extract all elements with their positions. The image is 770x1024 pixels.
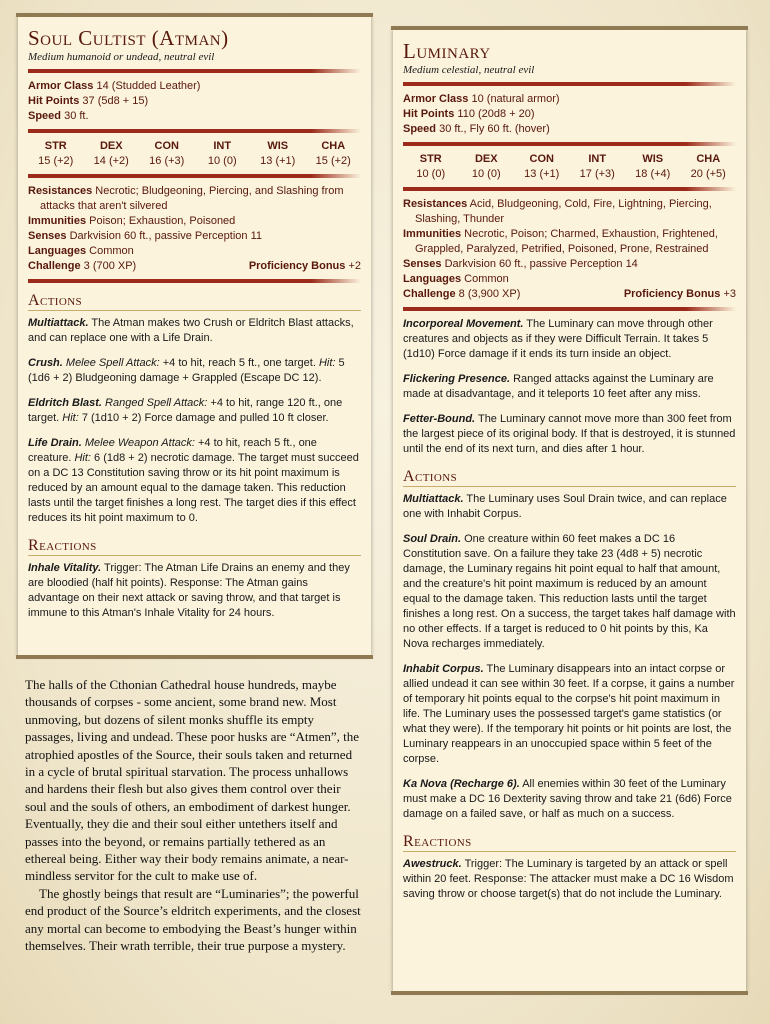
luminary-stat-block: [393, 29, 746, 992]
ability-int: INT 17 (+3): [579, 153, 615, 180]
divider: [28, 69, 361, 73]
ability-dex: DEX 10 (0): [471, 153, 501, 180]
lore-paragraph: The ghostly beings that result are “Luminaries”; the powerful end product of the Source’s eldritch experiments, and the closest any mortal can become to embodying the Beast’s hunger within themselves. Their wrath terrible, their true purpose a mystery.: [25, 885, 361, 954]
luminary-immunities: Immunities Necrotic, Poison; Charmed, Exhaustion, Frightened, Grappled, Paralyzed, Petrified, Poisoned, Prone, Restrained: [403, 228, 718, 255]
ability-dex: DEX 14 (+2): [93, 140, 129, 167]
atman-immunities: Immunities Poison; Exhaustion, Poisoned: [28, 215, 236, 227]
luminary-hit-points: Hit Points 110 (20d8 + 20): [403, 108, 535, 120]
luminary-resistances: Resistances Acid, Bludgeoning, Cold, Fire, Lightning, Piercing, Slashing, Thunder: [403, 198, 712, 225]
divider: [403, 142, 736, 146]
luminary-action-multiattack: Multiattack. The Luminary uses Soul Drain twice, and can replace one with Inhabit Corpus.: [403, 493, 727, 520]
luminary-name: Luminary: [403, 39, 491, 63]
luminary-senses: Senses Darkvision 60 ft., passive Perception 14: [403, 258, 638, 270]
atman-challenge: Challenge 3 (700 XP) Proficiency Bonus +2: [28, 260, 361, 272]
ability-con: CON 16 (+3): [149, 140, 185, 167]
luminary-speed: Speed 30 ft., Fly 60 ft. (hover): [403, 123, 550, 135]
ability-wis: WIS 13 (+1): [260, 140, 296, 167]
ability-cha: CHA 15 (+2): [315, 140, 351, 167]
divider: [403, 187, 736, 191]
divider: [28, 174, 361, 178]
luminary-languages: Languages Common: [403, 273, 509, 285]
ability-cha: CHA 20 (+5): [690, 153, 726, 180]
atman-senses: Senses Darkvision 60 ft., passive Perception 11: [28, 230, 262, 242]
ability-str: STR 15 (+2): [38, 140, 74, 167]
luminary-action-inhabit-corpus: Inhabit Corpus. The Luminary disappears into an intact corpse or allied undead it can see within 30 feet. If a corpse, it gains a number of temporary hit points equal to the corpse's hit point maximum in life. The Luminary uses the possessed target's game statistics (or what they were). If the temporary hit points or hit points are lost, the Luminary reappears in an unoccupied space within 5 feet of the corpse.: [403, 663, 735, 765]
atman-action-crush: Crush. Melee Spell Attack: +4 to hit, reach 5 ft., one target. Hit: 5 (1d6 + 2) Bludgeoning damage + Grappled (Escape DC 12).: [28, 357, 345, 384]
atman-meta: Medium humanoid or undead, neutral evil: [28, 51, 215, 63]
luminary-trait-incorporeal-movement: Incorporeal Movement. The Luminary can move through other creatures and objects as if they were Difficult Terrain. It takes 5 (1d10) Force damage if it ends its turn inside an object.: [403, 318, 713, 360]
atman-languages: Languages Common: [28, 245, 134, 257]
luminary-reactions-heading: Reactions: [403, 832, 736, 852]
luminary-trait-flickering-presence: Flickering Presence. Ranged attacks against the Luminary are made at disadvantage, and it teleports 10 feet after any miss.: [403, 373, 714, 400]
atman-stat-block: [18, 16, 371, 656]
atman-ability-scores: [28, 139, 361, 169]
luminary-meta: Medium celestial, neutral evil: [403, 64, 535, 76]
luminary-challenge: Challenge 8 (3,900 XP) Proficiency Bonus +3: [403, 288, 736, 300]
atman-armor-class: Armor Class 14 (Studded Leather): [28, 80, 201, 92]
atman-reactions-heading: Reactions: [28, 536, 361, 556]
lore-paragraph: The halls of the Cthonian Cathedral house hundreds, maybe thousands of corpses - some ancient, some brand new. Most unmoving, but dozens of silent monks shuffle its empty passages, living and undead. These poor husks are “Atmen”, the atrophied apostles of the Source, their souls taken and returned in a cycle of brutal spiritual starvation. The process unhallows and hardens their flesh but also gives them control over their soul and the souls of others, an embodiment of darkest hunger. Eventually, they die and their soul either untethers itself and passes into the beyond, or remains partially tethered as an ethereal being. Either way their body remains animate, a near-mindless servitor for the cult to make use of.: [25, 677, 360, 884]
luminary-trait-fetter-bound: Fetter-Bound. The Luminary cannot move more than 300 feet from the largest piece of its original body. If that is destroyed, it is stunned until the end of its next turn, and dies after 1 hour.: [403, 413, 736, 455]
divider: [403, 82, 736, 86]
atman-reaction-inhale-vitality: Inhale Vitality. Trigger: The Atman Life Drains an enemy and they are bloodied (half hit points). Response: The Atman gains advantage on their next attack or saving throw, and that target is immune to this Atman's Inhale Vitality for 24 hours.: [28, 562, 350, 619]
luminary-reaction-awestruck: Awestruck. Trigger: The Luminary is targeted by an attack or spell within 20 feet. Response: The attacker must make a DC 16 Wisdom saving throw or choose target(s) that do not include the Luminary.: [403, 858, 734, 900]
luminary-actions-heading: Actions: [403, 467, 736, 487]
luminary-ability-scores: [403, 152, 736, 182]
atman-speed: Speed 30 ft.: [28, 110, 89, 122]
luminary-armor-class: Armor Class 10 (natural armor): [403, 93, 560, 105]
atman-actions-heading: Actions: [28, 291, 361, 311]
atman-action-multiattack: Multiattack. The Atman makes two Crush or Eldritch Blast attacks, and can replace one with a Life Drain.: [28, 317, 354, 344]
ability-int: INT 10 (0): [207, 140, 237, 167]
luminary-action-ka-nova: Ka Nova (Recharge 6). All enemies within 30 feet of the Luminary must make a DC 16 Dexterity saving throw and take 21 (6d6) Force damage on a failed save, or half as much on a success.: [403, 778, 732, 820]
luminary-action-soul-drain: Soul Drain. One creature within 60 feet makes a DC 16 Constitution save. On a failure they take 23 (4d8 + 5) necrotic damage, the Luminary regains hit point equal to half that amount, and the creature's hit point maximum is reduced by an amount equal to the damage taken. This reduction lasts until the target finishes a long rest. On a success, the target takes half damage with no other effects. If a target is reduced to 0 hit points by this, Ka Nova recharges immediately.: [403, 533, 736, 650]
divider: [403, 307, 736, 311]
divider: [28, 279, 361, 283]
atman-name: Soul Cultist (Atman): [28, 26, 229, 50]
lore-text: [25, 676, 365, 955]
atman-resistances: Resistances Necrotic; Bludgeoning, Piercing, and Slashing from attacks that aren't silvered: [28, 185, 344, 212]
ability-con: CON 13 (+1): [524, 153, 560, 180]
divider: [28, 129, 361, 133]
atman-action-eldritch-blast: Eldritch Blast. Ranged Spell Attack: +4 to hit, range 120 ft., one target. Hit: 7 (1d10 + 2) Force damage and pulled 10 ft closer.: [28, 397, 343, 424]
ability-wis: WIS 18 (+4): [635, 153, 671, 180]
ability-str: STR 10 (0): [416, 153, 446, 180]
atman-hit-points: Hit Points 37 (5d8 + 15): [28, 95, 149, 107]
atman-action-life-drain: Life Drain. Melee Weapon Attack: +4 to hit, reach 5 ft., one creature. Hit: 6 (1d8 + 2) necrotic damage. The target must succeed on a DC 13 Constitution saving throw or its hit point maximum is reduced by an amount equal to the damage taken. This reduction lasts until the target finishes a long rest. The target dies if this effect reduces its hit point maximum to 0.: [28, 437, 359, 524]
